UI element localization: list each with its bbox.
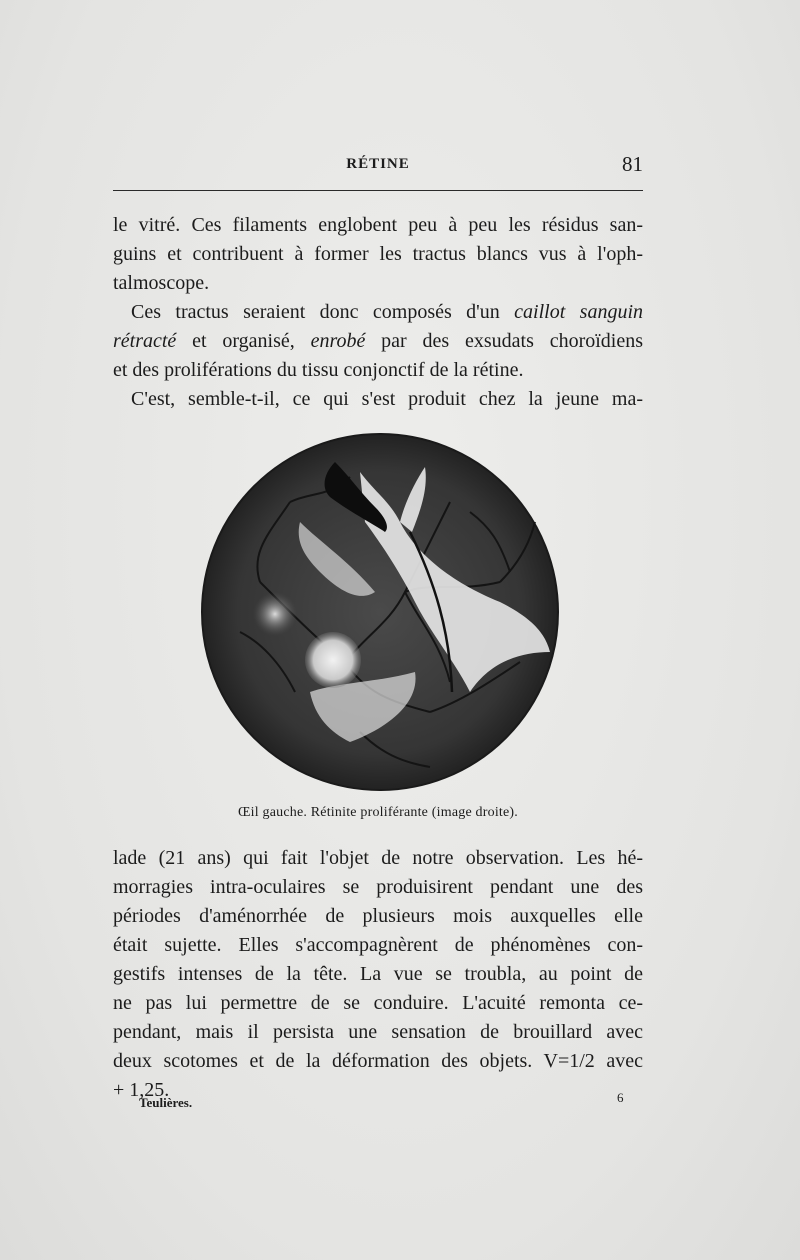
text-line: pendant, mais il persista une sensation de brouillard avec bbox=[113, 1021, 643, 1043]
text-line bbox=[113, 298, 643, 327]
text-line: deux scotomes et de la déformation des objets. V=1/2 avec bbox=[113, 1050, 643, 1072]
optic-disc bbox=[305, 632, 361, 688]
paragraph-3 bbox=[113, 385, 643, 414]
macula-spot bbox=[253, 592, 297, 636]
text-line bbox=[113, 327, 643, 356]
text-line: le vitré. Ces filaments englobent peu à peu les résidus san- bbox=[113, 214, 643, 236]
italic-run: enrobé bbox=[310, 330, 366, 352]
footer-signature: Teulières. bbox=[139, 1095, 193, 1110]
text-line: morragies intra-oculaires se produisirent pendant une des bbox=[113, 876, 643, 898]
page-number: 81 bbox=[622, 152, 643, 176]
text-line: était sujette. Elles s'accompagnèrent de phénomènes con- bbox=[113, 934, 643, 956]
running-title: RÉTINE bbox=[346, 156, 410, 172]
paragraph-4 bbox=[113, 844, 643, 1105]
header-rule bbox=[113, 190, 643, 191]
text-line: + 1,25. bbox=[113, 1079, 170, 1101]
lower-text-block bbox=[113, 844, 643, 1105]
text-run: par des exsudats choroïdiens bbox=[365, 330, 644, 352]
figure-caption: Œil gauche. Rétinite proliférante (image droite). bbox=[238, 805, 518, 820]
text-line: lade (21 ans) qui fait l'objet de notre observation. Les hé- bbox=[113, 847, 643, 869]
text-line: gestifs intenses de la tête. La vue se troubla, au point de bbox=[113, 963, 643, 985]
text-line: périodes d'aménorrhée de plusieurs mois auxquelles elle bbox=[113, 905, 643, 927]
text-run: Ces tractus seraient donc composés d'un bbox=[131, 301, 515, 323]
text-line: talmoscope. bbox=[113, 272, 210, 294]
text-line: et des proliférations du tissu conjonctif de la rétine. bbox=[113, 359, 524, 381]
italic-run: caillot sanguin bbox=[514, 301, 643, 323]
text-line: guins et contribuent à former les tractus blancs vus à l'oph- bbox=[113, 243, 643, 265]
running-head bbox=[113, 152, 643, 182]
paragraph-1 bbox=[113, 211, 643, 298]
text-line: C'est, semble-t-il, ce qui s'est produit chez la jeune ma- bbox=[131, 388, 643, 410]
paragraph-2 bbox=[113, 298, 643, 385]
sheet-number: 6 bbox=[617, 1090, 624, 1105]
text-run: et organisé, bbox=[176, 330, 311, 352]
upper-text-block bbox=[113, 211, 643, 414]
text-line: ne pas lui permettre de se conduire. L'acuité remonta ce- bbox=[113, 992, 643, 1014]
italic-run: rétracté bbox=[113, 330, 177, 352]
fundus-illustration bbox=[200, 432, 560, 792]
